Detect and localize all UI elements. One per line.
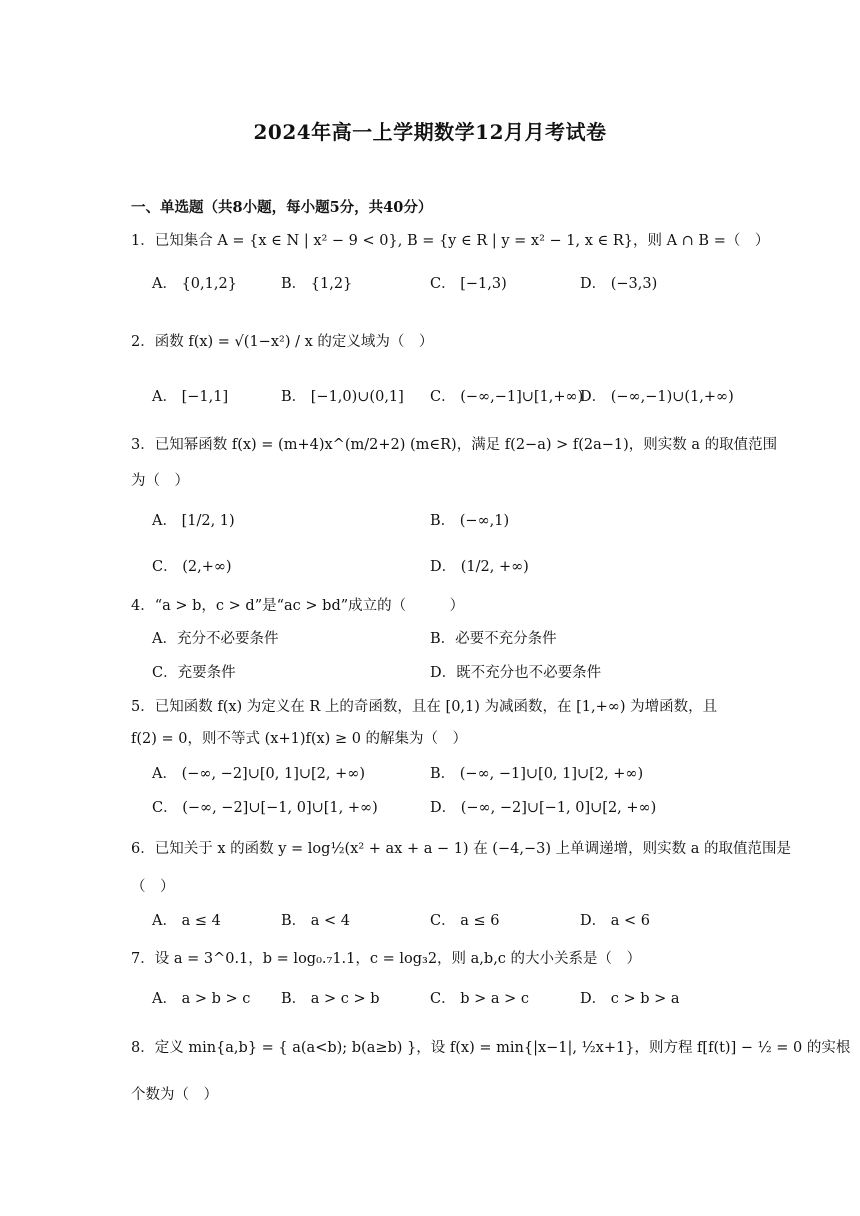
q7-option-d: D． c > b > a [580, 991, 680, 1007]
exam-title: 2024年高一上学期数学12月月考试卷 [253, 120, 607, 144]
question-7-stem: 7．设 a = 3^0.1，b = log₀.₇1.1，c = log₃2，则 a,b,c 的大小关系是（ ） [131, 951, 642, 967]
q3-option-c: C． (2,+∞) [152, 559, 232, 575]
q3-option-d: D． (1/2, +∞) [430, 559, 529, 575]
q2-option-b: B． [−1,0)∪(0,1] [281, 389, 404, 405]
question-6-stem: 6．已知关于 x 的函数 y = log½(x² + ax + a − 1) 在 (−4,−3) 上单调递增，则实数 a 的取值范围是 [131, 841, 791, 857]
question-8-stem-cont: 个数为（ ） [131, 1087, 218, 1103]
q5-option-b: B． (−∞, −1]∪[0, 1]∪[2, +∞) [430, 766, 644, 782]
section-heading: 一、单选题（共8小题，每小题5分，共40分） [131, 199, 433, 216]
q6-option-d: D． a < 6 [580, 913, 650, 929]
q5-option-c: C． (−∞, −2]∪[−1, 0]∪[1, +∞) [152, 800, 378, 816]
question-3-stem-cont: 为（ ） [131, 473, 189, 489]
q6-option-b: B． a < 4 [281, 913, 351, 929]
q7-option-c: C． b > a > c [430, 991, 529, 1007]
q2-option-c: C． (−∞,−1]∪[1,+∞) [430, 389, 584, 405]
question-3-stem: 3．已知幂函数 f(x) = (m+4)x^(m/2+2) (m∈R)，满足 f(2−a) > f(2a−1)，则实数 a 的取值范围 [131, 437, 778, 453]
q1-option-d: D． (−3,3) [580, 276, 658, 292]
q1-option-b: B． {1,2} [281, 276, 353, 292]
q3-option-a: A． [1/2, 1) [152, 513, 235, 529]
q7-option-a: A． a > b > c [152, 991, 251, 1007]
q5-option-d: D． (−∞, −2]∪[−1, 0]∪[2, +∞) [430, 800, 657, 816]
question-4-stem: 4．“a > b，c > d”是“ac > bd”成立的（ ） [131, 598, 465, 614]
q4-option-b: B．必要不充分条件 [430, 631, 557, 647]
question-1-stem: 1．已知集合 A = {x ∈ N | x² − 9 < 0}, B = {y ∈ R | y = x² − 1, x ∈ R}，则 A ∩ B =（ ） [131, 233, 770, 249]
q7-option-b: B． a > c > b [281, 991, 380, 1007]
q3-option-b: B． (−∞,1) [430, 513, 510, 529]
q6-option-c: C． a ≤ 6 [430, 913, 500, 929]
q4-option-d: D．既不充分也不必要条件 [430, 665, 602, 681]
question-5-stem-cont: f(2) = 0，则不等式 (x+1)f(x) ≥ 0 的解集为（ ） [131, 731, 468, 747]
question-5-stem: 5．已知函数 f(x) 为定义在 R 上的奇函数，且在 [0,1) 为减函数，在 [1,+∞) 为增函数，且 [131, 699, 718, 715]
q4-option-a: A．充分不必要条件 [152, 631, 279, 647]
q2-option-d: D． (−∞,−1)∪(1,+∞) [580, 389, 734, 405]
q1-option-a: A． {0,1,2} [152, 276, 237, 292]
q2-option-a: A． [−1,1] [152, 389, 229, 405]
q1-option-c: C． [−1,3) [430, 276, 507, 292]
question-2-stem: 2．函数 f(x) = √(1−x²) / x 的定义域为（ ） [131, 334, 434, 350]
question-6-stem-cont: （ ） [131, 879, 175, 895]
q5-option-a: A． (−∞, −2]∪[0, 1]∪[2, +∞) [152, 766, 365, 782]
q6-option-a: A． a ≤ 4 [152, 913, 221, 929]
q4-option-c: C．充要条件 [152, 665, 236, 681]
question-8-stem: 8．定义 min{a,b} = { a(a<b); b(a≥b) }，设 f(x) = min{|x−1|, ½x+1}，则方程 f[f(t)] − ½ = 0 的实根 [131, 1040, 851, 1056]
